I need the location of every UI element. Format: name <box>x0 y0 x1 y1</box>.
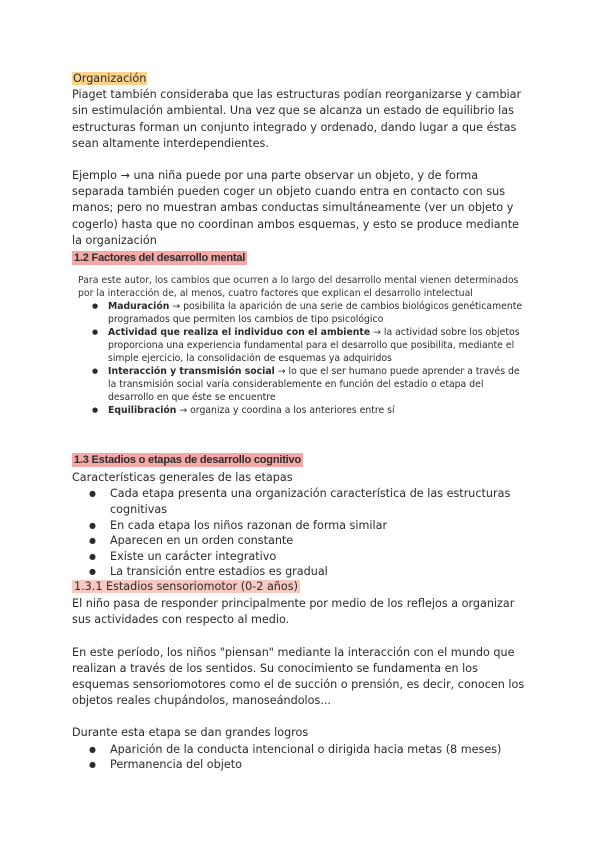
factor-text: → posibilita la aparición de una serie de cambios biológicos genéticamente programados que permiten los cambios de tipo psicológico <box>108 301 523 325</box>
factor-term: Actividad que realiza el individuo con el ambiente <box>108 327 371 338</box>
sensoriomotor-p3: Durante esta etapa se dan grandes logros <box>72 726 309 740</box>
sensoriomotor-heading: 1.3.1 Estadios sensoriomotor (0-2 años) <box>74 580 298 593</box>
factor-term: Maduración <box>108 301 170 312</box>
factores-heading: 1.2 Factores del desarrollo mental <box>74 252 246 264</box>
list-item: ● La transición entre estadios es gradual <box>72 564 532 580</box>
sensoriomotor-p2: En este período, los niños "piensan" mediante la interacción con el mundo que realizan a través de los sentidos. Su conocimiento se fundamenta en los esquemas sensoriomotores como el de succión o prensión, es decir, conocen los objetos reales chupándolos, manoseándolos... <box>72 645 525 708</box>
factor-text: → organiza y coordina a los anteriores entre sí <box>176 405 395 416</box>
list-item: ● Aparecen en un orden constante <box>72 533 532 549</box>
list-item: ● Cada etapa presenta una organización característica de las estructuras cognitivas <box>72 486 532 517</box>
factor-text: → lo que el ser humano puede aprender a través de la transmisión social varía considerablemente en función del estadio o etapa del desarrollo en que éste se encuentre <box>108 366 520 403</box>
factor-term: Equilibración <box>108 405 177 416</box>
organizacion-section <box>72 71 532 249</box>
organizacion-heading: Organización <box>73 72 147 85</box>
factores-body <box>78 274 530 417</box>
list-item <box>78 365 530 404</box>
estadios-heading: 1.3 Estadios o etapas de desarrollo cognitivo <box>74 454 301 466</box>
list-item: ● Aparición de la conducta intencional o dirigida hacia metas (8 meses) <box>72 742 532 758</box>
list-item: ● Permanencia del objeto <box>72 757 532 773</box>
sensoriomotor-section <box>72 579 532 773</box>
list-item <box>78 404 530 417</box>
factor-term: Interacción y transmisión social <box>108 366 275 377</box>
sensoriomotor-list <box>72 742 532 773</box>
list-item: ● En cada etapa los niños razonan de forma similar <box>72 518 532 534</box>
factores-section <box>72 250 532 266</box>
list-item <box>78 326 530 365</box>
organizacion-example: Ejemplo → una niña puede por una parte observar un objeto, y de forma separada también pueden coger un objeto cuando entra en contacto con sus manos; pero no muestran ambas conductas simultáneamente (ver un objeto y cogerlo) hasta que no coordinan ambos esquemas, y esto se produce mediante la organización <box>72 169 519 247</box>
list-item <box>78 300 530 326</box>
sensoriomotor-p1: El niño pasa de responder principalmente por medio de los reflejos a organizar sus actividades con respecto al medio. <box>72 597 515 627</box>
factores-list <box>78 300 530 417</box>
list-item: ● Existe un carácter integrativo <box>72 549 532 565</box>
estadios-section <box>72 452 532 580</box>
estadios-list <box>72 486 532 580</box>
estadios-intro: Características generales de las etapas <box>72 471 293 485</box>
factor-text: → la actividad sobre los objetos proporciona una experiencia fundamental para el desarrollo que posibilita, mediante el simple ejercicio, la consolidación de esquemas ya adquiridos <box>108 327 520 364</box>
factores-intro: Para este autor, los cambios que ocurren a lo largo del desarrollo mental vienen determinados por la interacción de, al menos, cuatro factores que explican el desarrollo intelectual <box>78 275 519 299</box>
organizacion-paragraph: Piaget también consideraba que las estructuras podían reorganizarse y cambiar sin estimulación ambiental. Una vez que se alcanza un estado de equilibrio las estructuras forman un conjunto integrado y ordenado, dando lugar a que éstas sean altamente interdependientes. <box>72 88 522 150</box>
